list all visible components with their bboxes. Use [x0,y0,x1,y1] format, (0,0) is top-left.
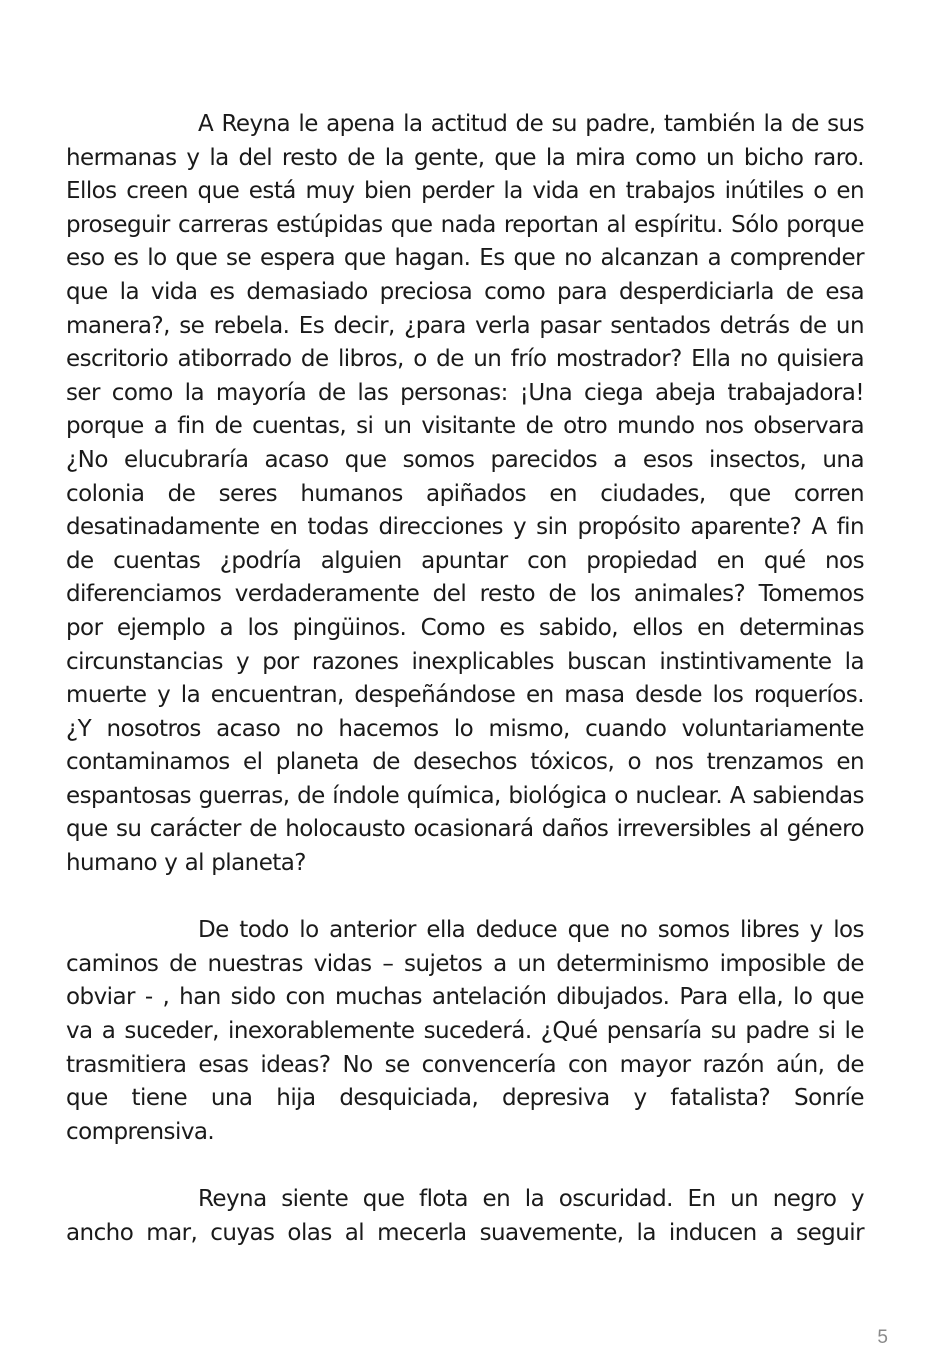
page-body-text [66,108,864,1250]
paragraph-3: Reyna siente que flota en la oscuridad. En un negro y ancho mar, cuyas olas al mecerla suavemente, la inducen a seguir [66,1186,864,1246]
paragraph-1: A Reyna le apena la actitud de su padre, también la de sus hermanas y la del resto de la gente, que la mira como un bicho raro. Ellos creen que está muy bien perder la vida en trabajos inútiles o en proseguir carreras estúpidas que nada reportan al espíritu. Sólo porque eso es lo que se espera que hagan. Es que no alcanzan a comprender que la vida es demasiado preciosa como para desperdiciarla de esa manera?, se rebela. Es decir, ¿para verla pasar sentados detrás de un escritorio atiborrado de libros, o de un frío mostrador? Ella no quisiera ser como la mayoría de las personas: ¡Una ciega abeja trabajadora! porque a fin de cuentas, si un visitante de otro mundo nos observara ¿No elucubraría acaso que somos parecidos a esos insectos, una colonia de seres humanos apiñados en ciudades, que corren desatinadamente en todas direcciones y sin propósito aparente? A fin de cuentas ¿podría alguien apuntar con propiedad en qué nos diferenciamos verdaderamente del resto de los animales? Tomemos por ejemplo a los pingüinos. Como es sabido, ellos en determinas circunstancias y por razones inexplicables buscan instintivamente la muerte y la encuentran, despeñándose en masa desde los roqueríos. ¿Y nosotros acaso no hacemos lo mismo, cuando voluntariamente contaminamos el planeta de desechos tóxicos, o nos trenzamos en espantosas guerras, de índole química, biológica o nuclear. A sabiendas que su carácter de holocausto ocasionará daños irreversibles al género humano y al planeta? [66,111,864,877]
paragraph-2: De todo lo anterior ella deduce que no somos libres y los caminos de nuestras vidas – sujetos a un determinismo imposible de obviar - , han sido con muchas antelación dibujados. Para ella, lo que va a suceder, inexorablemente sucederá. ¿Qué pensaría su padre si le trasmitiera esas ideas? No se convencería con mayor razón aún, de que tiene una hija desquiciada, depresiva y fatalista? Sonríe comprensiva. [66,917,864,1145]
page-number: 5 [877,1327,888,1348]
